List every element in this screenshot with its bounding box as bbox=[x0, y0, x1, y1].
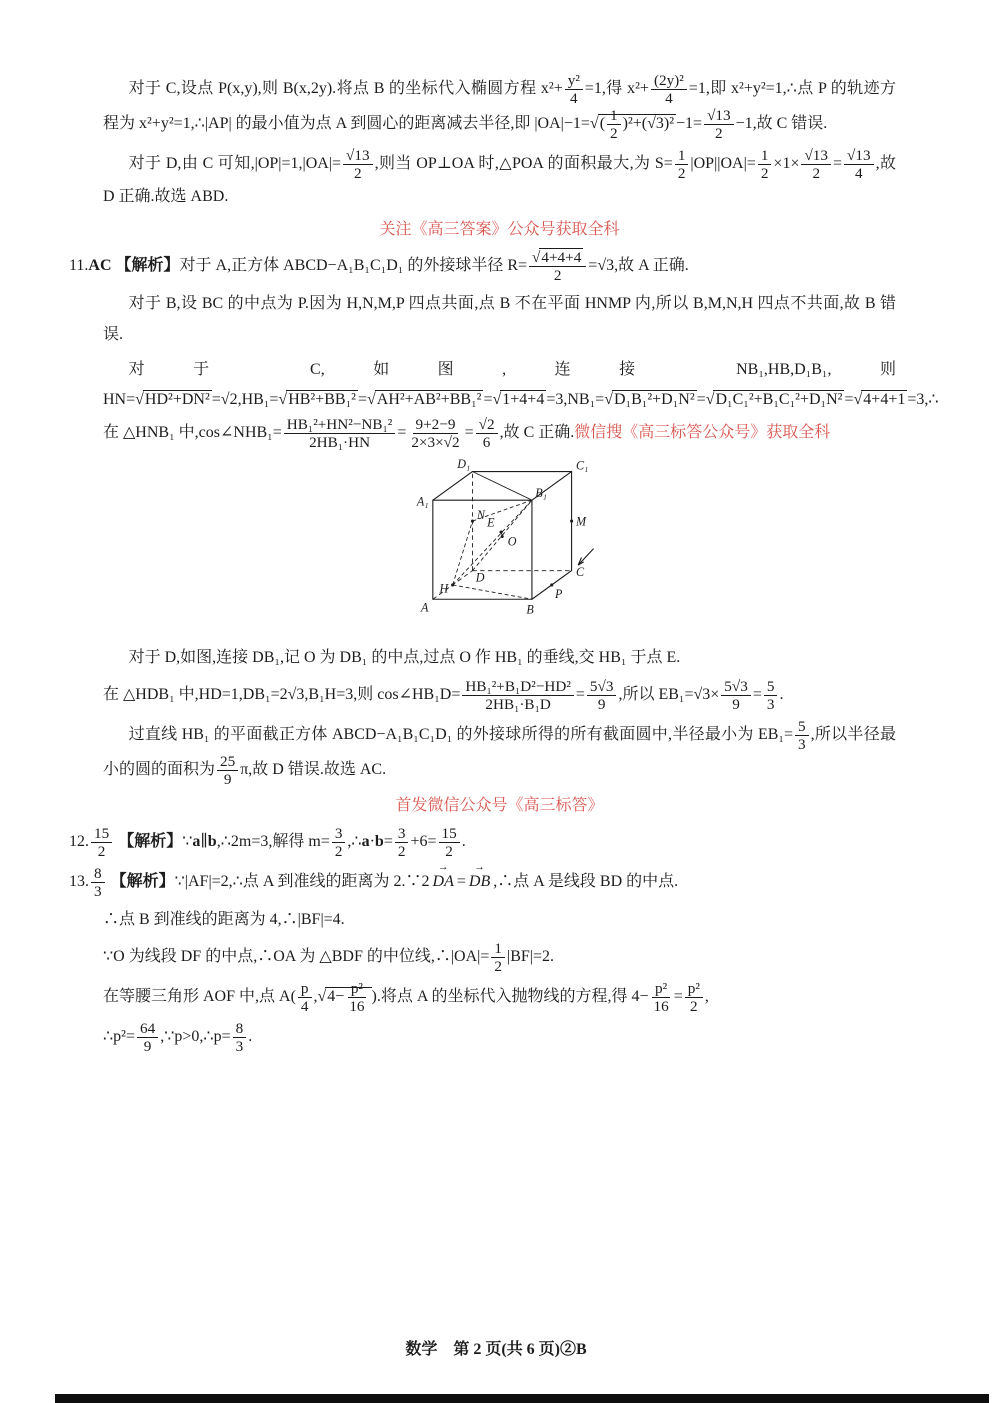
question-13-solution-line4: 在等腰三角形 AOF 中,点 A( $\frac{p}{4}$ ,√ 4− $\frac{\text{p²}}{16}$ ).将点 A 的坐标代入抛物线的方程,得 4− $\frac{\text{p²}}{16}$ = $\frac{\text{p²}}{2}$ , bbox=[103, 980, 709, 1016]
promo-text-middle: 首发微信公众号《高三标答》 bbox=[395, 797, 604, 815]
question-13-solution-line5: ∴p²= $\frac{64}{9}$ ,∵p>0,∴p= $\frac{8}{3}$ . bbox=[103, 1020, 253, 1056]
annotation-arrow bbox=[578, 548, 593, 565]
question-11-option-d-conclusion: 过直线 HB₁ 的平面截正方体 ABCD−A₁B₁C₁D₁ 的外接球所得的所有截面圆中,半径最小为 EB₁= $\frac{5}{3}$ ,所以半径最小的圆的面积为 $\frac{25}{9}$ π,故 D 错误.故选 AC. bbox=[103, 718, 896, 789]
cube-figure bbox=[103, 456, 896, 633]
label-c1: C₁ bbox=[575, 458, 588, 473]
page-footer: 数学 第 2 页(共 6 页)②B bbox=[405, 1341, 587, 1358]
label-o: O bbox=[507, 534, 516, 549]
question-11-option-d-construction: 对于 D,如图,连接 DB₁,记 O 为 DB₁ 的中点,过点 O 作 HB₁ 的垂线,交 HB₁ 于点 E. bbox=[128, 648, 681, 666]
question-13-solution-line1: 13. $\frac{8}{3}$ 【解析】∵|AF|=2,∴点 A 到准线的距离为 2.∵2 DA → = DB → ,∴点 A 是线段 BD 的中点. bbox=[69, 865, 896, 900]
label-m: M bbox=[575, 514, 586, 529]
scan-edge-artifact bbox=[55, 1394, 989, 1403]
label-b1: B₁ bbox=[534, 485, 547, 500]
label-p: P bbox=[554, 586, 562, 601]
label-e: E bbox=[486, 515, 494, 530]
cube-diagram bbox=[402, 456, 598, 628]
label-b: B bbox=[525, 602, 534, 617]
label-n: N bbox=[476, 507, 485, 522]
label-c: C bbox=[575, 564, 584, 579]
question-11-option-c-analysis bbox=[103, 355, 939, 451]
question-12-solution: 12. $\frac{15}{2}$ 【解析】∵a∥b,∴2m=3,解得 m= $\frac{3}{2}$ ,∴a·b= $\frac{3}{2}$ +6= $\frac{15}{2}$ . bbox=[69, 824, 466, 860]
prev-question-option-c-analysis: 对于 C,设点 P(x,y),则 B(x,2y).将点 B 的坐标代入椭圆方程 x²+ $\frac{\text{y²}}{4}$ =1,得 x²+ $\frac{\text{(2y)²}}{4}$ =1,即 x²+y²=1,∴点 P 的轨迹方程为 x²+y²=1,∴|AP| 的最小值为点 A 到圆心的距离减去半径,即 |OA|−1=√ ( $\frac{1}{2}$ )²+(√3)² −1= $\frac{√13}{2}$ −1,故 C 错误. bbox=[103, 72, 896, 143]
question-13-solution-line3: ∵O 为线段 DF 的中点,∴OA 为 △BDF 的中位线,∴|OA|= $\frac{1}{2}$ |BF|=2. bbox=[103, 940, 554, 976]
option-c-math-text: 对于 C,如图,连接 NB₁,HB,D₁B₁,则 HN=√ HD²+DN² =√2,HB₁=√ HB²+BB₁² =√ AH²+AB²+BB₁² =√ 1+4+4 =3,NB₁=√ D₁B₁²+D₁N² =√ D₁C₁²+B₁C₁²+D₁N² =√ 4+4+1 =3,∴在 △HNB₁ 中,cos∠NHB₁= $\frac{\text{HB₁²+HN²−NB₁²}}{\text{2HB₁·HN}}$ = $\frac{9+2-9}{2\times 3\times√2}$ = $\frac{√2}{6}$ ,故 C 正确. bbox=[103, 360, 939, 451]
question-13-solution-line2: ∴点 B 到准线的距离为 4,∴|BF|=4. bbox=[103, 910, 345, 928]
prev-question-option-d-analysis: 对于 D,由 C 可知,|OP|=1,|OA|= $\frac{√13}{2}$ ,则当 OP⊥OA 时,△POA 的面积最大,为 S= $\frac{1}{2}$ |OP||OA|= $\frac{1}{2}$ ×1× $\frac{√13}{2}$ = $\frac{√13}{4}$ ,故 D 正确.故选 ABD. bbox=[103, 147, 896, 206]
label-a1: A₁ bbox=[416, 494, 428, 509]
question-11-option-b-analysis: 对于 B,设 BC 的中点为 P.因为 H,N,M,P 四点共面,点 B 不在平面 HNMP 内,所以 B,M,N,H 四点不共面,故 B 错误. bbox=[103, 295, 896, 343]
label-d: D bbox=[475, 570, 485, 585]
label-d1: D₁ bbox=[456, 456, 470, 471]
label-a: A bbox=[420, 600, 428, 615]
promo-text-inline: 微信搜《高三标答公众号》获取全科 bbox=[574, 423, 831, 441]
promo-text-top: 关注《高三答案》公众号获取全科 bbox=[379, 221, 620, 239]
question-11-answer-and-option-a: 11.AC 【解析】对于 A,正方体 ABCD−A₁B₁C₁D₁ 的外接球半径 R= $\frac{√ 4+4+4}{2}$ =√3,故 A 正确. bbox=[69, 249, 689, 285]
label-h: H bbox=[438, 581, 448, 596]
question-11-option-d-computation: 在 △HDB₁ 中,HD=1,DB₁=2√3,B₁H=3,则 cos∠HB₁D= $\frac{\text{HB₁²+B₁D²−HD²}}{\text{2HB₁·B₁D}}$ = $\frac{5√3}{9}$ ,所以 EB₁=√3× $\frac{5√3}{9}$ = $\frac{5}{3}$ . bbox=[103, 678, 784, 714]
marked-points bbox=[451, 519, 573, 586]
